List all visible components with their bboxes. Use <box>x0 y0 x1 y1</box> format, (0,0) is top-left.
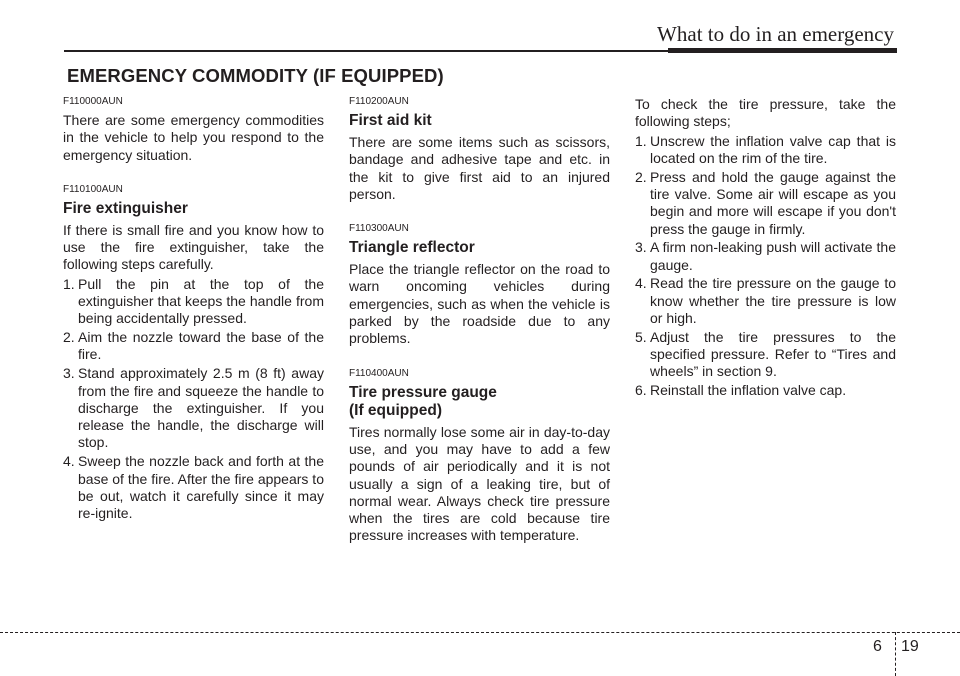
section-title: EMERGENCY COMMODITY (IF EQUIPPED) <box>67 65 444 86</box>
step-text: Stand approximately 2.5 m (8 ft) away from the fire and squeeze the handle to discharge the extinguisher. If you release the handle, the discharge will stop. <box>78 365 324 451</box>
fire-code: F110100AUN <box>63 183 123 195</box>
first-aid-heading: First aid kit <box>349 112 432 129</box>
step-number: 2. <box>635 168 647 185</box>
triangle-reflector-text: Place the triangle reflector on the road to warn oncoming vehicles during emergencies, such as when the vehicle is parked by the roadside due to any problems. <box>349 261 610 347</box>
step-number: 5. <box>635 328 647 345</box>
list-item <box>635 275 896 327</box>
first-aid-text: There are some items such as scissors, bandage and adhesive tape and etc. in the kit to give first aid to an injured person. <box>349 134 610 202</box>
gauge-code: F110400AUN <box>349 367 409 379</box>
column-middle <box>349 96 610 545</box>
first-aid-code: F110200AUN <box>349 96 409 107</box>
page-divider <box>895 632 896 676</box>
spacer <box>63 164 324 184</box>
step-number: 3. <box>63 365 75 382</box>
list-item <box>635 239 896 274</box>
step-text: Adjust the tire pressures to the specified pressure. Refer to “Tires and wheels” in section 9. <box>650 328 896 380</box>
triangle-reflector-heading: Triangle reflector <box>349 239 475 257</box>
step-text: Reinstall the inflation valve cap. <box>650 382 847 399</box>
check-pressure-intro: To check the tire pressure, take the following steps; <box>635 96 896 130</box>
intro-text: There are some emergency commodities in the vehicle to help you respond to the emergency situation. <box>63 112 324 163</box>
tire-gauge-heading: Tire pressure gauge <box>349 383 497 401</box>
footer-rule <box>0 632 960 633</box>
fire-extinguisher-heading: Fire extinguisher <box>63 199 188 217</box>
step-text: Read the tire pressure on the gauge to know whether the tire pressure is low or high. <box>650 275 896 327</box>
list-item <box>63 329 324 364</box>
column-left <box>63 96 324 524</box>
chapter-number: 6 <box>873 638 882 655</box>
step-text: Press and hold the gauge against the tire valve. Some air will escape as you begin and more will escape if you don't press the gauge in firmly. <box>650 168 896 237</box>
list-item <box>63 453 324 522</box>
step-number: 6. <box>635 382 647 399</box>
list-item <box>63 365 324 451</box>
step-number: 1. <box>63 275 75 292</box>
list-item <box>635 382 896 399</box>
list-item <box>635 329 896 381</box>
fire-steps-list <box>63 276 324 523</box>
header-title: What to do in an emergency <box>657 22 894 46</box>
step-number: 4. <box>635 275 647 292</box>
list-item <box>635 133 896 168</box>
step-text: Pull the pin at the top of the extinguisher that keeps the handle from being accidentally pressed. <box>78 275 324 327</box>
tire-gauge-text: Tires normally lose some air in day-to-day use, and you may have to add a few pounds of air periodically and it is not usually a sign of a leaking tire, but of normal wear. Always check tire pressure when the tires are cold because tire pressure increases with temperature. <box>349 423 610 544</box>
step-text: Sweep the nozzle back and forth at the base of the fire. After the fire appears to be out, watch it carefully since it may re-ignite. <box>78 453 324 522</box>
step-text: Unscrew the inflation valve cap that is located on the rim of the tire. <box>650 132 896 166</box>
list-item <box>63 276 324 328</box>
intro-code: F110000AUN <box>63 96 123 107</box>
tire-gauge-heading-sub: (If equipped) <box>349 401 442 419</box>
step-number: 2. <box>63 329 75 346</box>
spacer <box>349 203 610 223</box>
triangle-code: F110300AUN <box>349 223 409 235</box>
step-number: 1. <box>635 132 647 149</box>
step-text: A firm non-leaking push will activate the gauge. <box>650 239 896 273</box>
page-number: 19 <box>901 638 919 655</box>
column-right <box>635 96 896 401</box>
step-number: 3. <box>635 239 647 256</box>
step-text: Aim the nozzle toward the base of the fire. <box>78 329 324 363</box>
fire-extinguisher-text: If there is small fire and you know how to use the fire extinguisher, take the following steps carefully. <box>63 221 324 273</box>
list-item <box>635 169 896 238</box>
step-number: 4. <box>63 453 75 470</box>
spacer <box>349 348 610 368</box>
pressure-steps-list <box>635 133 896 400</box>
header-tab <box>668 48 897 53</box>
